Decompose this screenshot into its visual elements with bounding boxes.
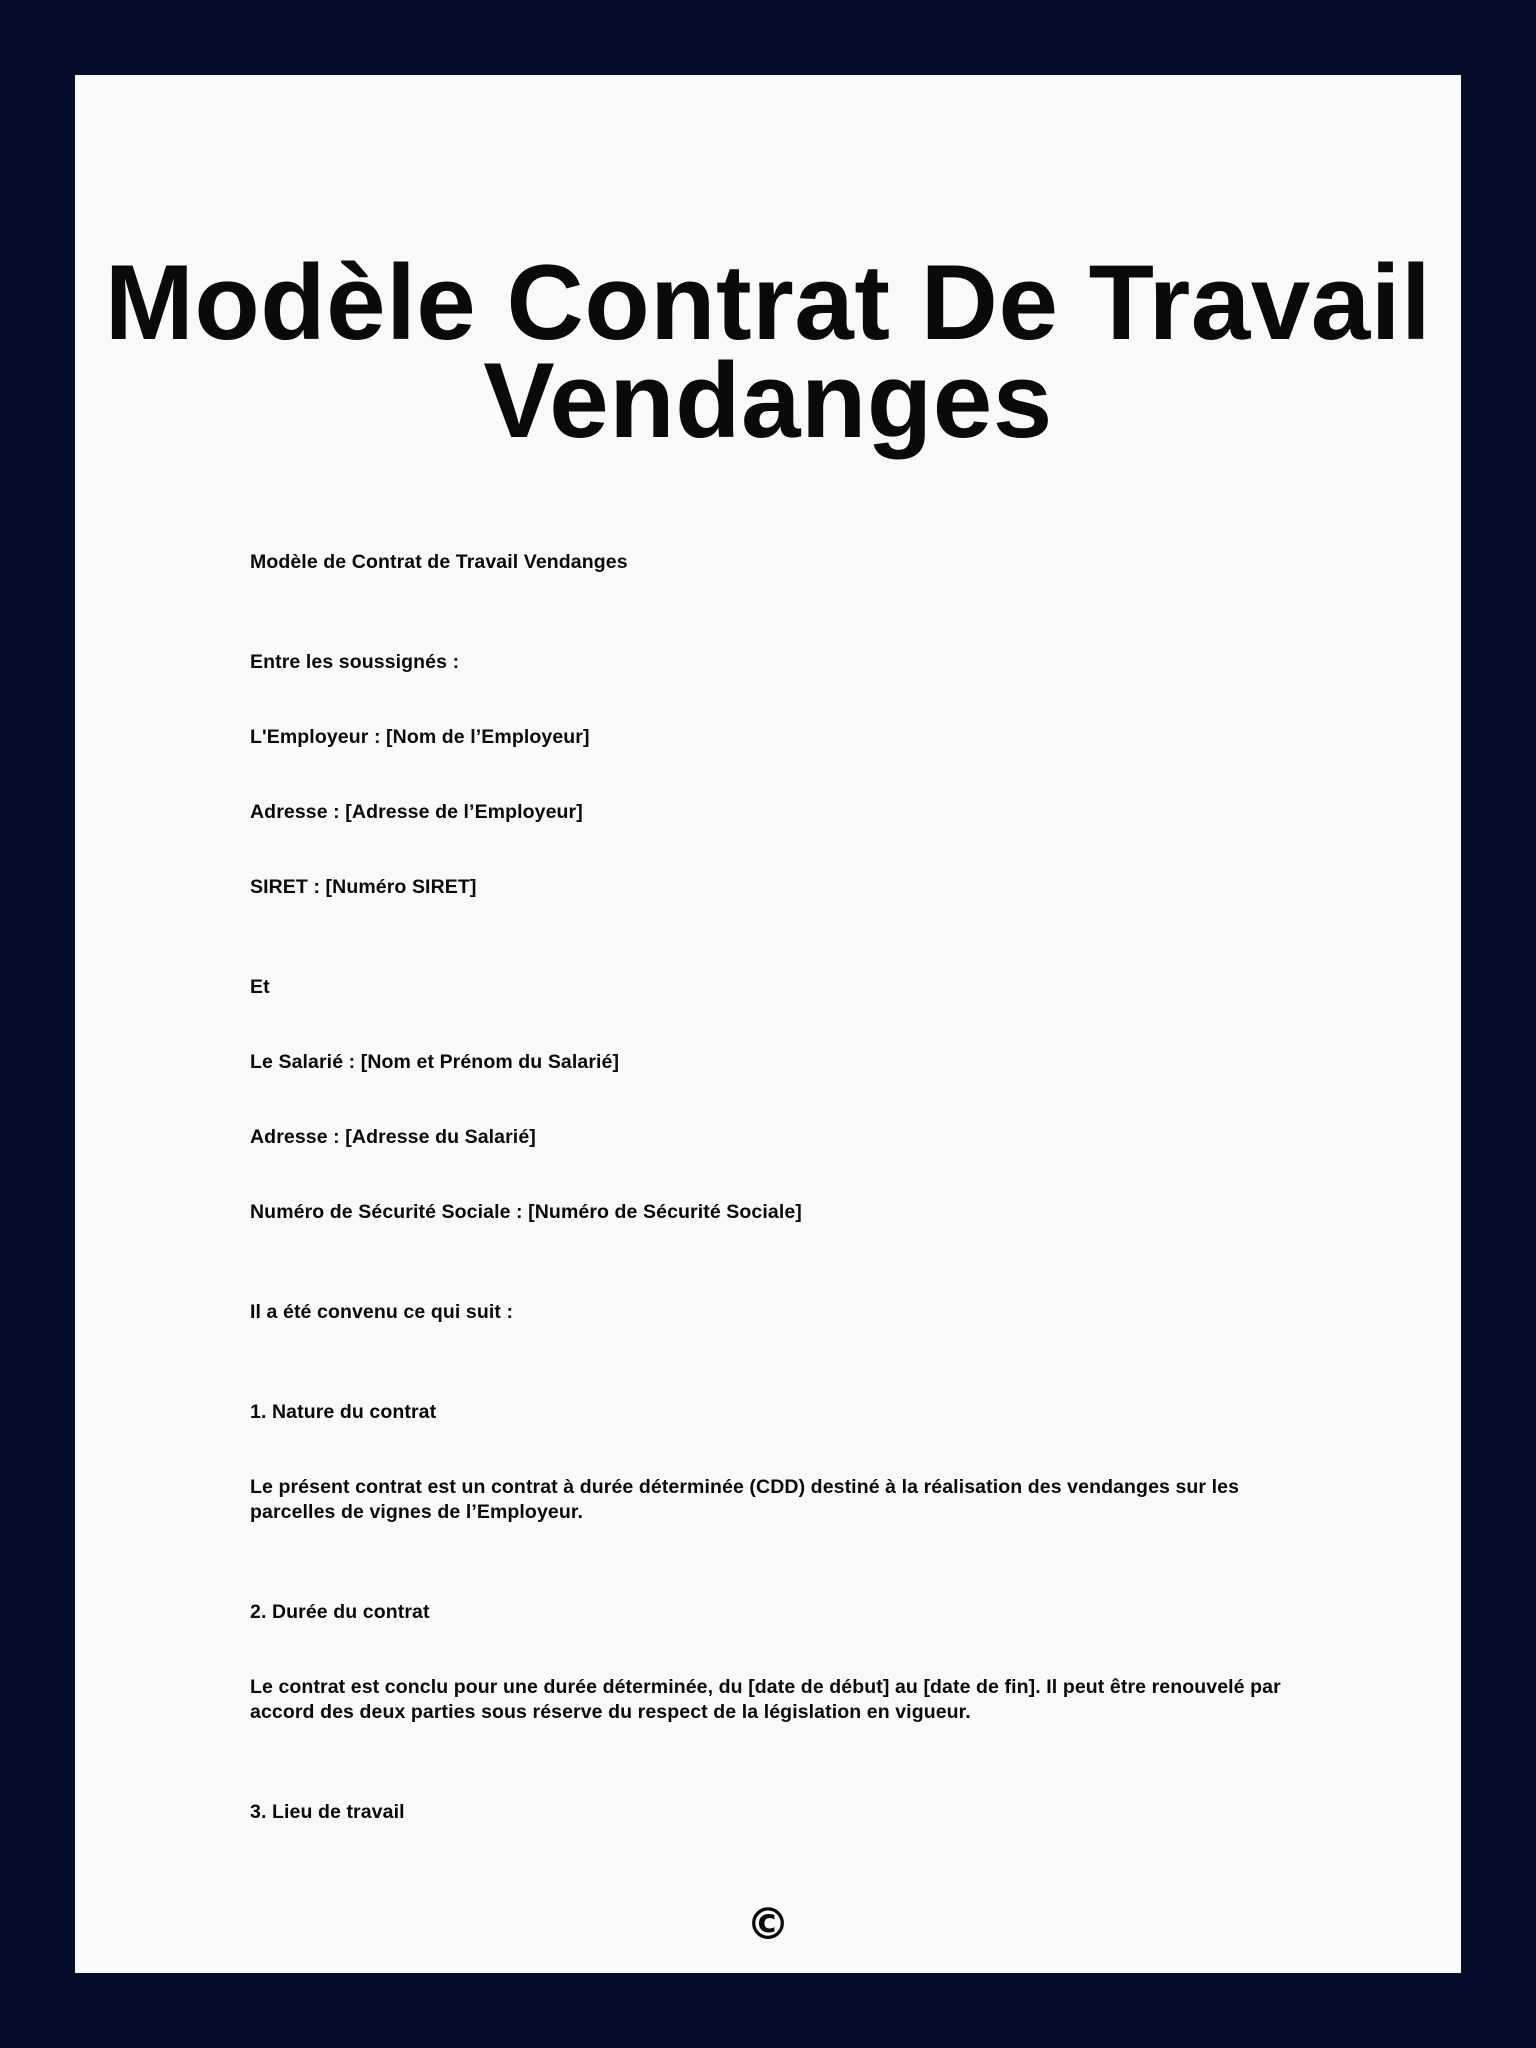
contract-heading: Modèle de Contrat de Travail Vendanges	[250, 551, 628, 573]
section-1-text: Le présent contrat est un contrat à durée déterminée (CDD) destiné à la réalisation des vendanges sur les parcelles de vignes de l’Employeur.	[250, 1476, 1240, 1523]
social-security-number: Numéro de Sécurité Sociale : [Numéro de Sécurité Sociale]	[250, 1201, 802, 1223]
section-2-text: Le contrat est conclu pour une durée déterminée, du [date de début] au [date de fin]. Il peut être renouvelé par accord des deux parties sous réserve du respect de la législation en vigueur.	[250, 1676, 1281, 1723]
section-1-title: 1. Nature du contrat	[250, 1401, 437, 1423]
employee-address: Adresse : [Adresse du Salarié]	[250, 1126, 536, 1148]
parties-intro: Entre les soussignés :	[250, 651, 460, 673]
document-page	[75, 75, 1461, 1973]
section-2-title: 2. Durée du contrat	[250, 1601, 430, 1623]
employer-address: Adresse : [Adresse de l’Employeur]	[250, 801, 583, 823]
section-3-title: 3. Lieu de travail	[250, 1801, 405, 1823]
employer-name: L'Employeur : [Nom de l’Employeur]	[250, 726, 590, 748]
and-separator: Et	[250, 976, 270, 998]
agreement-intro: Il a été convenu ce qui suit :	[250, 1301, 514, 1323]
employer-siret: SIRET : [Numéro SIRET]	[250, 876, 477, 898]
copyright-icon: ©	[746, 1899, 790, 1950]
employee-name: Le Salarié : [Nom et Prénom du Salarié]	[250, 1051, 620, 1073]
document-title: Modèle Contrat De Travail Vendanges	[104, 242, 1432, 460]
